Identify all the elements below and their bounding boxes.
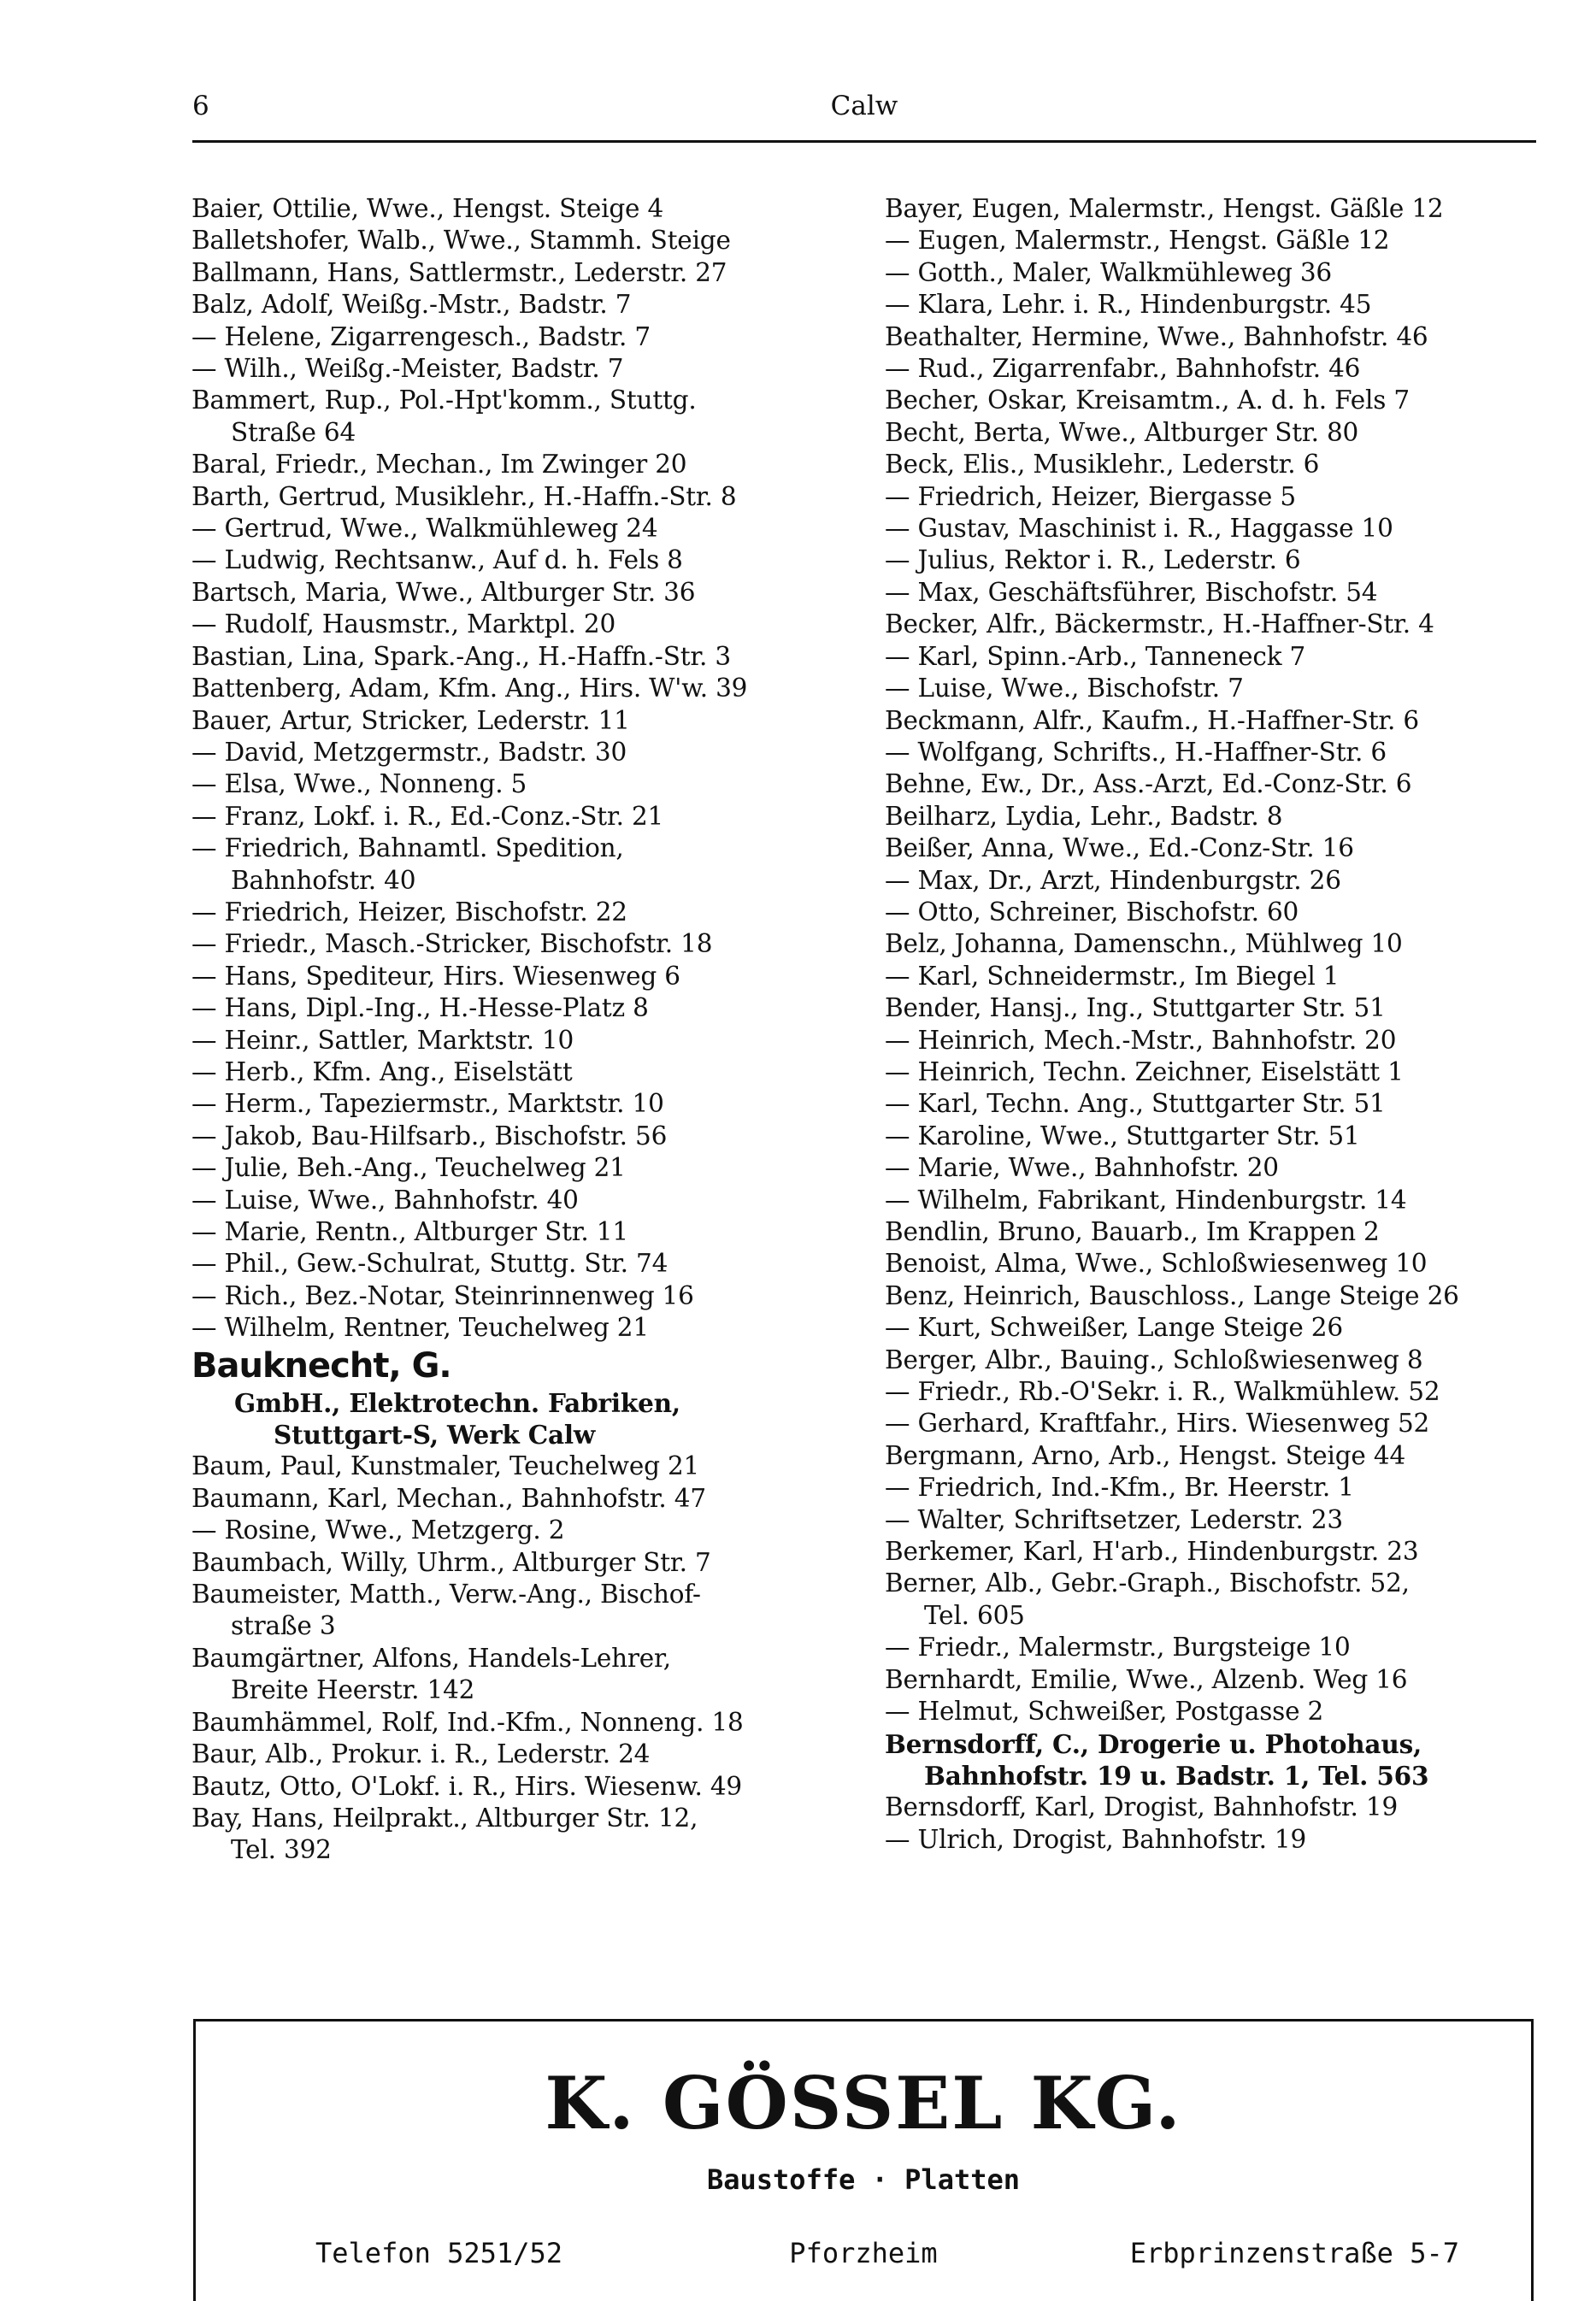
- entry-line: Bautz, Otto, O'Lokf. i. R., Hirs. Wiesenw. 49: [191, 1771, 742, 1801]
- entry-line: Bernsdorff, Karl, Drogist, Bahnhofstr. 19: [885, 1792, 1399, 1822]
- directory-entry: [191, 513, 875, 544]
- entry-line: — Heinrich, Mech.-Mstr., Bahnhofstr. 20: [885, 1025, 1397, 1055]
- entry-line: — Rud., Zigarrenfabr., Bahnhofstr. 46: [885, 354, 1361, 384]
- entry-line: Bauer, Artur, Stricker, Lederstr. 11: [191, 705, 630, 735]
- entry-line: — Phil., Gew.-Schulrat, Stuttg. Str. 74: [191, 1249, 668, 1279]
- entry-line: — Jakob, Bau-Hilfsarb., Bischofstr. 56: [191, 1121, 668, 1150]
- directory-entry: [191, 1451, 875, 1482]
- entry-line: Baumann, Karl, Mechan., Bahnhofstr. 47: [191, 1483, 706, 1513]
- directory-entry: [191, 768, 875, 800]
- entry-line: — Friedr., Masch.-Stricker, Bischofstr. 18: [191, 929, 713, 959]
- ad-street: Erbprinzenstraße 5-7: [1129, 2237, 1459, 2269]
- page-header: [192, 85, 1536, 143]
- directory-entry: [191, 1312, 875, 1344]
- directory-entry: [885, 1088, 1569, 1120]
- entry-line: — Hans, Spediteur, Hirs. Wiesenweg 6: [191, 961, 680, 991]
- directory-entry: [885, 577, 1569, 609]
- directory-entry: [191, 833, 875, 897]
- entry-line: Bauknecht, G.: [191, 1345, 451, 1386]
- directory-entry: [191, 257, 875, 289]
- entry-line: — David, Metzgermstr., Badstr. 30: [191, 737, 627, 767]
- entry-line: — Marie, Wwe., Bahnhofstr. 20: [885, 1153, 1279, 1183]
- entry-line: — Franz, Lokf. i. R., Ed.-Conz.-Str. 21: [191, 801, 664, 831]
- entry-line: Becher, Oskar, Kreisamtm., A. d. h. Fels 7: [885, 385, 1410, 415]
- advertisement-box: [193, 2019, 1534, 2301]
- directory-entry: [191, 673, 875, 704]
- entry-line: — Karoline, Wwe., Stuttgarter Str. 51: [885, 1121, 1360, 1150]
- directory-entry: [191, 1216, 875, 1248]
- entry-line: Bernsdorff, C., Drogerie u. Photohaus,: [885, 1728, 1422, 1759]
- entry-line: Beathalter, Hermine, Wwe., Bahnhofstr. 46: [885, 321, 1428, 351]
- directory-entry: [191, 801, 875, 833]
- ad-city: Pforzheim: [789, 2237, 938, 2269]
- directory-entry: [191, 289, 875, 321]
- entry-line: GmbH., Elektrotechn. Fabriken,: [234, 1387, 681, 1418]
- entry-line: Baumbach, Willy, Uhrm., Altburger Str. 7: [191, 1547, 711, 1577]
- directory-entry: [191, 544, 875, 576]
- entry-line: Bendlin, Bruno, Bauarb., Im Krappen 2: [885, 1217, 1380, 1246]
- directory-entry: [191, 1515, 875, 1546]
- entry-line: — Hans, Dipl.-Ing., H.-Hesse-Platz 8: [191, 993, 649, 1023]
- entry-line: Bammert, Rup., Pol.-Hpt'komm., Stuttg.: [191, 385, 697, 415]
- entry-line: Belz, Johanna, Damenschn., Mühlweg 10: [885, 929, 1403, 959]
- directory-entry: [885, 1056, 1569, 1088]
- entry-line: Benz, Heinrich, Bauschloss., Lange Steige 26: [885, 1280, 1459, 1310]
- directory-entry: [885, 353, 1569, 385]
- directory-entry: [885, 992, 1569, 1024]
- directory-entry: [885, 544, 1569, 576]
- entry-line: Bayer, Eugen, Malermstr., Hengst. Gäßle 12: [885, 194, 1444, 223]
- entry-line: — Luise, Wwe., Bischofstr. 7: [885, 674, 1244, 703]
- directory-entry: [191, 1547, 875, 1579]
- directory-entry: [885, 1248, 1569, 1280]
- directory-entry: [191, 1345, 875, 1387]
- entry-line: — Ludwig, Rechtsanw., Auf d. h. Fels 8: [191, 545, 683, 575]
- entry-line: — Elsa, Wwe., Nonneng. 5: [191, 769, 527, 799]
- entry-line: — Gotth., Maler, Walkmühleweg 36: [885, 257, 1332, 287]
- directory-entry: [885, 1376, 1569, 1408]
- directory-entry: [191, 1771, 875, 1803]
- directory-entry: [885, 289, 1569, 321]
- entry-continuation: Straße 64: [231, 417, 356, 447]
- entry-line: — Wilh., Weißg.-Meister, Badstr. 7: [191, 354, 624, 384]
- entry-continuation: Tel. 605: [924, 1600, 1025, 1630]
- entry-line: Baral, Friedr., Mechan., Im Zwinger 20: [191, 450, 687, 480]
- entry-line: — Luise, Wwe., Bahnhofstr. 40: [191, 1185, 579, 1215]
- entry-line: Balz, Adolf, Weißg.-Mstr., Badstr. 7: [191, 290, 632, 320]
- entry-line: Beilharz, Lydia, Lehr., Badstr. 8: [885, 801, 1283, 831]
- directory-entry: [885, 225, 1569, 256]
- entry-line: Baumgärtner, Alfons, Handels-Lehrer,: [191, 1643, 671, 1673]
- directory-entry: [885, 1824, 1569, 1856]
- directory-entry: [191, 321, 875, 353]
- directory-entry: [885, 705, 1569, 737]
- directory-entry: [191, 225, 875, 256]
- entry-line: — Wilhelm, Rentner, Teuchelweg 21: [191, 1313, 649, 1343]
- entry-line: — Friedr., Malermstr., Burgsteige 10: [885, 1633, 1351, 1662]
- entry-line: — Friedr., Rb.-O'Sekr. i. R., Walkmühlew. 52: [885, 1377, 1440, 1407]
- entry-line: Baumeister, Matth., Verw.-Ang., Bischof-: [191, 1580, 701, 1610]
- directory-entry: [191, 1643, 875, 1707]
- entry-continuation: Stuttgart-S, Werk Calw: [274, 1420, 596, 1451]
- entry-line: — Max, Geschäftsführer, Bischofstr. 54: [885, 577, 1378, 607]
- directory-entry: [191, 705, 875, 737]
- entry-line: — Eugen, Malermstr., Hengst. Gäßle 12: [885, 226, 1390, 256]
- directory-entry: [191, 1803, 875, 1867]
- directory-entry: [191, 1483, 875, 1515]
- entry-continuation: Breite Heerstr. 142: [231, 1675, 475, 1705]
- directory-entry: [885, 1152, 1569, 1184]
- directory-entry: [885, 1696, 1569, 1727]
- entry-line: — Julie, Beh.-Ang., Teuchelweg 21: [191, 1153, 626, 1183]
- directory-entry: [191, 1579, 875, 1643]
- entry-line: Battenberg, Adam, Kfm. Ang., Hirs. W'w. 39: [191, 674, 748, 703]
- entry-line: — Klara, Lehr. i. R., Hindenburgstr. 45: [885, 290, 1372, 320]
- entry-line: Bergmann, Arno, Arb., Hengst. Steige 44: [885, 1440, 1406, 1470]
- entry-line: Berner, Alb., Gebr.-Graph., Bischofstr. 52,: [885, 1568, 1410, 1598]
- entry-line: Barth, Gertrud, Musiklehr., H.-Haffn.-Str. 8: [191, 481, 737, 511]
- running-title: Calw: [830, 91, 898, 121]
- entry-line: Beck, Elis., Musiklehr., Lederstr. 6: [885, 450, 1320, 480]
- entry-line: Bernhardt, Emilie, Wwe., Alzenb. Weg 16: [885, 1664, 1408, 1694]
- entry-line: — Heinrich, Techn. Zeichner, Eiselstätt 1: [885, 1056, 1404, 1086]
- entry-line: — Otto, Schreiner, Bischofstr. 60: [885, 897, 1299, 927]
- directory-entry: [885, 257, 1569, 289]
- ad-phone: Telefon 5251/52: [315, 2237, 562, 2269]
- directory-entry: [885, 1440, 1569, 1472]
- directory-entry: [885, 513, 1569, 544]
- entry-line: Bender, Hansj., Ing., Stuttgarter Str. 51: [885, 993, 1386, 1023]
- directory-entry: [885, 1728, 1569, 1792]
- directory-entry: [191, 1121, 875, 1152]
- entry-line: — Kurt, Schweißer, Lange Steige 26: [885, 1313, 1343, 1343]
- entry-line: Baum, Paul, Kunstmaler, Teuchelweg 21: [191, 1451, 700, 1481]
- directory-entry: [885, 768, 1569, 800]
- directory-entry: [191, 193, 875, 225]
- directory-entry: [191, 1152, 875, 1184]
- entry-line: — Friedrich, Heizer, Biergasse 5: [885, 481, 1296, 511]
- directory-entry: [885, 865, 1569, 897]
- directory-entry: [191, 1707, 875, 1739]
- directory-entry: [191, 1088, 875, 1120]
- directory-entry: [885, 1472, 1569, 1504]
- entry-line: — Friedrich, Heizer, Bischofstr. 22: [191, 897, 627, 927]
- directory-entry: [885, 193, 1569, 225]
- directory-entry: [885, 673, 1569, 704]
- directory-entry: [885, 1792, 1569, 1823]
- directory-entry: [885, 1568, 1569, 1632]
- directory-entry: [191, 992, 875, 1024]
- page-number: 6: [192, 91, 209, 121]
- directory-entry: [191, 1056, 875, 1088]
- directory-entry: [191, 481, 875, 513]
- entry-line: — Julius, Rektor i. R., Lederstr. 6: [885, 545, 1301, 575]
- directory-entry: [885, 833, 1569, 864]
- entry-continuation: Tel. 392: [231, 1835, 332, 1865]
- entry-line: — Herb., Kfm. Ang., Eiselstätt: [191, 1056, 573, 1086]
- directory-entry: [885, 1025, 1569, 1056]
- entry-line: — Helmut, Schweißer, Postgasse 2: [885, 1697, 1324, 1727]
- directory-entry: [191, 897, 875, 928]
- ad-company-name: K. GÖSSEL KG.: [545, 2061, 1182, 2145]
- directory-entry: [191, 1739, 875, 1770]
- entry-line: — Karl, Spinn.-Arb., Tanneneck 7: [885, 641, 1306, 671]
- entry-line: Becker, Alfr., Bäckermstr., H.-Haffner-Str. 4: [885, 609, 1434, 639]
- entry-line: — Karl, Techn. Ang., Stuttgarter Str. 51: [885, 1089, 1386, 1119]
- entry-continuation: Bahnhofstr. 40: [231, 865, 416, 895]
- directory-entry: [885, 1536, 1569, 1568]
- directory-entry: [191, 1025, 875, 1056]
- directory-entry: [191, 353, 875, 385]
- left-column: [191, 193, 875, 1867]
- entry-line: — Helene, Zigarrengesch., Badstr. 7: [191, 321, 651, 351]
- entry-line: — Walter, Schriftsetzer, Lederstr. 23: [885, 1504, 1343, 1534]
- entry-line: Baur, Alb., Prokur. i. R., Lederstr. 24: [191, 1739, 651, 1769]
- directory-entry: [885, 1632, 1569, 1663]
- entry-line: Baumhämmel, Rolf, Ind.-Kfm., Nonneng. 18: [191, 1707, 744, 1737]
- directory-entry: [191, 1280, 875, 1312]
- directory-entry: [885, 609, 1569, 640]
- entry-line: — Karl, Schneidermstr., Im Biegel 1: [885, 961, 1340, 991]
- entry-line: Bay, Hans, Heilprakt., Altburger Str. 12,: [191, 1803, 698, 1833]
- entry-line: — Gerhard, Kraftfahr., Hirs. Wiesenweg 52: [885, 1409, 1430, 1439]
- entry-line: — Wilhelm, Fabrikant, Hindenburgstr. 14: [885, 1185, 1407, 1215]
- directory-entry: [191, 449, 875, 480]
- directory-entry: [885, 641, 1569, 673]
- entry-line: — Rosine, Wwe., Metzgerg. 2: [191, 1515, 565, 1545]
- directory-entry: [191, 609, 875, 640]
- directory-entry: [885, 1121, 1569, 1152]
- entry-line: — Max, Dr., Arzt, Hindenburgstr. 26: [885, 865, 1341, 895]
- directory-entry: [885, 1504, 1569, 1536]
- directory-entry: [885, 449, 1569, 480]
- entry-line: Baier, Ottilie, Wwe., Hengst. Steige 4: [191, 194, 664, 223]
- directory-entry: [885, 417, 1569, 449]
- directory-entry: [885, 1345, 1569, 1376]
- directory-entry: [885, 737, 1569, 768]
- entry-line: Behne, Ew., Dr., Ass.-Arzt, Ed.-Conz-Str. 6: [885, 769, 1412, 799]
- directory-entry: [191, 641, 875, 673]
- directory-entry: [885, 1408, 1569, 1439]
- directory-entry: [885, 385, 1569, 416]
- entry-line: Beißer, Anna, Wwe., Ed.-Conz-Str. 16: [885, 833, 1354, 863]
- directory-entry: [191, 385, 875, 449]
- right-column: [885, 193, 1569, 1856]
- directory-entry: [885, 1216, 1569, 1248]
- entry-line: Balletshofer, Walb., Wwe., Stammh. Steige: [191, 226, 731, 256]
- directory-entry: [191, 1248, 875, 1280]
- directory-entry: [885, 897, 1569, 928]
- entry-line: — Marie, Rentn., Altburger Str. 11: [191, 1217, 628, 1246]
- directory-entry: [885, 321, 1569, 353]
- directory-entry: [191, 737, 875, 768]
- directory-entry: [885, 1280, 1569, 1312]
- entry-line: — Gustav, Maschinist i. R., Haggasse 10: [885, 514, 1393, 544]
- directory-entry: [191, 1387, 875, 1451]
- entry-line: Berger, Albr., Bauing., Schloßwiesenweg 8: [885, 1345, 1423, 1374]
- entry-line: — Rich., Bez.-Notar, Steinrinnenweg 16: [191, 1280, 694, 1310]
- directory-entry: [191, 928, 875, 960]
- entry-line: — Friedrich, Bahnamtl. Spedition,: [191, 833, 624, 863]
- entry-line: — Gertrud, Wwe., Walkmühleweg 24: [191, 514, 658, 544]
- entry-line: Ballmann, Hans, Sattlermstr., Lederstr. 27: [191, 257, 727, 287]
- directory-entry: [191, 577, 875, 609]
- entry-line: Bastian, Lina, Spark.-Ang., H.-Haffn.-Str. 3: [191, 641, 731, 671]
- entry-line: Benoist, Alma, Wwe., Schloßwiesenweg 10: [885, 1249, 1428, 1279]
- directory-entry: [885, 928, 1569, 960]
- entry-line: Bartsch, Maria, Wwe., Altburger Str. 36: [191, 577, 696, 607]
- directory-entry: [885, 1664, 1569, 1696]
- directory-entry: [191, 961, 875, 992]
- entry-line: — Rudolf, Hausmstr., Marktpl. 20: [191, 609, 616, 639]
- entry-continuation: straße 3: [231, 1611, 336, 1641]
- directory-entry: [885, 801, 1569, 833]
- directory-entry: [885, 1185, 1569, 1216]
- ad-slogan: Baustoffe · Platten: [706, 2163, 1021, 2196]
- entry-continuation: Bahnhofstr. 19 u. Badstr. 1, Tel. 563: [924, 1760, 1429, 1791]
- directory-entry: [885, 1312, 1569, 1344]
- entry-line: — Friedrich, Ind.-Kfm., Br. Heerstr. 1: [885, 1473, 1354, 1503]
- entry-line: Becht, Berta, Wwe., Altburger Str. 80: [885, 417, 1359, 447]
- directory-entry: [191, 1185, 875, 1216]
- directory-entry: [885, 481, 1569, 513]
- entry-line: — Herm., Tapeziermstr., Marktstr. 10: [191, 1089, 664, 1119]
- entry-line: — Heinr., Sattler, Marktstr. 10: [191, 1025, 574, 1055]
- entry-line: Berkemer, Karl, H'arb., Hindenburgstr. 23: [885, 1537, 1419, 1567]
- entry-line: Beckmann, Alfr., Kaufm., H.-Haffner-Str. 6: [885, 705, 1419, 735]
- entry-line: — Ulrich, Drogist, Bahnhofstr. 19: [885, 1824, 1307, 1854]
- entry-line: — Wolfgang, Schrifts., H.-Haffner-Str. 6: [885, 737, 1387, 767]
- directory-entry: [885, 961, 1569, 992]
